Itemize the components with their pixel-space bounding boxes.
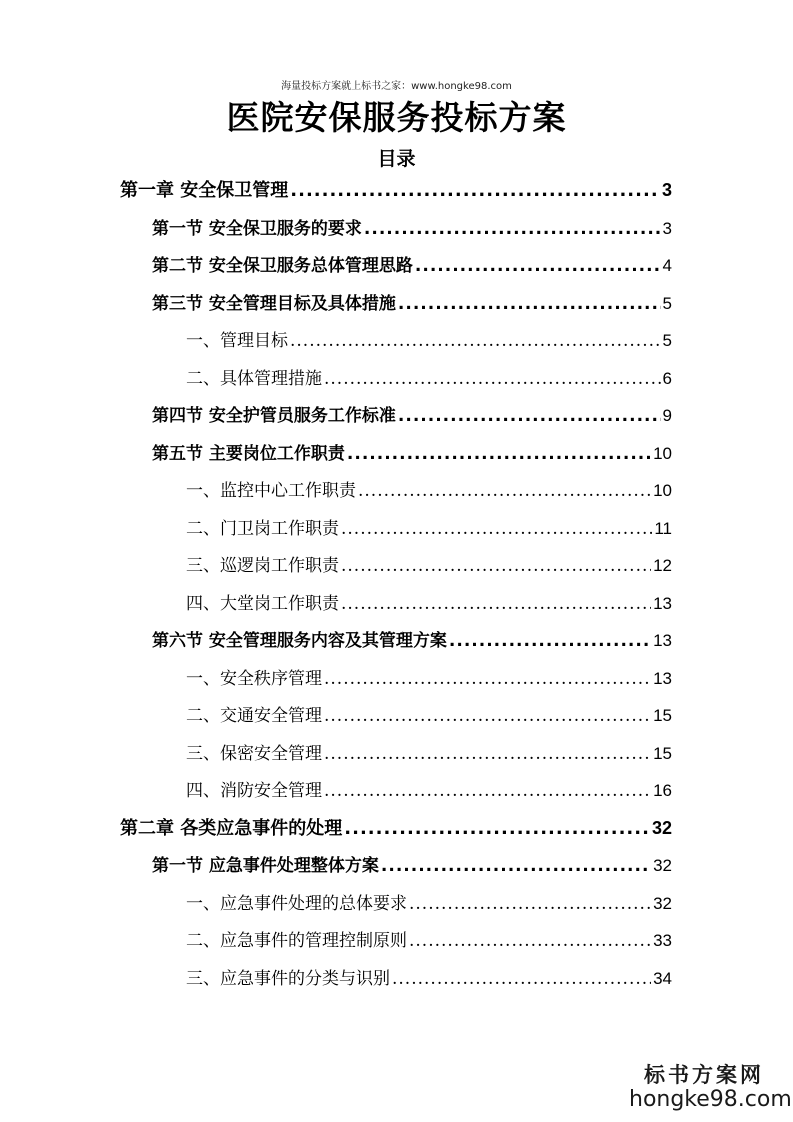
toc-entry[interactable]	[186, 926, 672, 956]
toc-leader-dots	[358, 481, 651, 501]
toc-entry[interactable]	[152, 626, 672, 656]
toc-entry-page: 13	[653, 594, 672, 613]
toc-entry[interactable]	[120, 814, 672, 844]
toc-entry-label: 一、应急事件处理的总体要求	[186, 894, 407, 914]
toc-entry-page: 4	[662, 256, 672, 275]
toc-leader-dots	[341, 556, 651, 576]
toc-entry[interactable]	[186, 701, 672, 731]
toc-entry-page: 12	[653, 556, 672, 575]
toc-entry-label: 第一节 安全保卫服务的要求	[152, 219, 362, 239]
toc-entry-page: 3	[662, 219, 672, 238]
toc-entry-page: 33	[653, 931, 672, 950]
toc-entry-page: 32	[653, 894, 672, 913]
toc-leader-dots	[324, 369, 661, 389]
toc-entry-label: 三、保密安全管理	[186, 744, 322, 764]
toc-entry-label: 一、安全秩序管理	[186, 669, 322, 689]
toc-entry[interactable]	[186, 364, 672, 394]
toc-leader-dots	[324, 669, 651, 689]
toc-entry-label: 二、交通安全管理	[186, 706, 322, 726]
toc-entry[interactable]	[186, 889, 672, 919]
toc-entry-label: 四、消防安全管理	[186, 781, 322, 801]
toc-entry[interactable]	[186, 776, 672, 806]
toc-entry-label: 一、监控中心工作职责	[186, 481, 356, 501]
toc-entry-label: 第六节 安全管理服务内容及其管理方案	[152, 631, 447, 651]
toc-entry[interactable]	[186, 664, 672, 694]
toc-entry-label: 四、大堂岗工作职责	[186, 594, 339, 614]
toc-entry[interactable]	[152, 401, 672, 431]
document-title: 医院安保服务投标方案	[226, 98, 567, 137]
toc-entry[interactable]	[120, 176, 672, 206]
toc-leader-dots	[364, 219, 661, 239]
toc-leader-dots	[449, 631, 651, 651]
toc-entry-label: 三、巡逻岗工作职责	[186, 556, 339, 576]
toc-entry-page: 15	[653, 706, 672, 725]
toc-leader-dots	[341, 594, 651, 614]
toc-leader-dots	[324, 706, 651, 726]
toc-entry-label: 第四节 安全护管员服务工作标准	[152, 406, 396, 426]
toc-leader-dots	[290, 331, 661, 351]
toc-entry[interactable]	[152, 851, 672, 881]
toc-entry-page: 11	[654, 519, 672, 538]
toc-entry[interactable]	[152, 214, 672, 244]
toc-entry[interactable]	[186, 514, 672, 544]
header-note: 海量投标方案就上标书之家：www.hongke98.com	[281, 81, 512, 92]
toc-entry-label: 第二章 各类应急事件的处理	[120, 818, 343, 839]
toc-entry[interactable]	[152, 289, 672, 319]
toc-leader-dots	[324, 744, 651, 764]
toc-leader-dots	[347, 444, 651, 464]
toc-leader-dots	[398, 294, 661, 314]
toc-entry[interactable]	[186, 551, 672, 581]
toc-entry[interactable]	[186, 589, 672, 619]
toc-entry[interactable]	[186, 326, 672, 356]
toc-entry[interactable]	[186, 476, 672, 506]
toc-entry-label: 第一节 应急事件处理整体方案	[152, 856, 379, 876]
toc-entry-label: 二、应急事件的管理控制原则	[186, 931, 407, 951]
toc-entry-page: 32	[651, 818, 672, 838]
toc-entry-page: 10	[653, 444, 672, 463]
watermark-logo	[629, 1059, 792, 1112]
toc-entry-page: 13	[653, 631, 672, 650]
toc-entry-label: 一、管理目标	[186, 331, 288, 351]
toc-entry-label: 二、门卫岗工作职责	[186, 519, 339, 539]
toc-entry-label: 二、具体管理措施	[186, 369, 322, 389]
toc-entry-label: 第一章 安全保卫管理	[120, 180, 289, 201]
toc-entry-label: 三、应急事件的分类与识别	[186, 969, 390, 989]
toc-leader-dots	[341, 519, 652, 539]
toc-entry[interactable]	[152, 439, 672, 469]
toc-leader-dots	[409, 931, 651, 951]
toc-leader-dots	[415, 256, 661, 276]
toc-entry[interactable]	[186, 964, 672, 994]
toc-leader-dots	[392, 969, 651, 989]
toc-entry-page: 6	[662, 369, 672, 388]
toc-entry-page: 5	[662, 331, 672, 350]
toc-leader-dots	[344, 818, 650, 839]
toc-entry-label: 第二节 安全保卫服务总体管理思路	[152, 256, 413, 276]
toc-leader-dots	[324, 781, 651, 801]
toc-entry[interactable]	[152, 251, 672, 281]
toc-entry-page: 34	[653, 969, 672, 988]
toc-entry-page: 32	[653, 856, 672, 875]
toc-leader-dots	[381, 856, 651, 876]
toc-entry-page: 9	[662, 406, 672, 425]
toc-entry-page: 3	[661, 180, 672, 200]
toc-entry-page: 10	[653, 481, 672, 500]
toc-entry-label: 第五节 主要岗位工作职责	[152, 444, 345, 464]
toc-heading: 目录	[377, 148, 416, 170]
toc-entry-page: 5	[662, 294, 672, 313]
watermark-url: hongke98.com	[629, 1087, 792, 1112]
toc-leader-dots	[409, 894, 651, 914]
watermark-name: 标书方案网	[644, 1063, 764, 1087]
toc-entry-label: 第三节 安全管理目标及具体措施	[152, 294, 396, 314]
toc-leader-dots	[290, 180, 660, 201]
toc-entry-page: 15	[653, 744, 672, 763]
toc-entry-page: 13	[653, 669, 672, 688]
toc-leader-dots	[398, 406, 661, 426]
toc-entry[interactable]	[186, 739, 672, 769]
toc-entry-page: 16	[653, 781, 672, 800]
